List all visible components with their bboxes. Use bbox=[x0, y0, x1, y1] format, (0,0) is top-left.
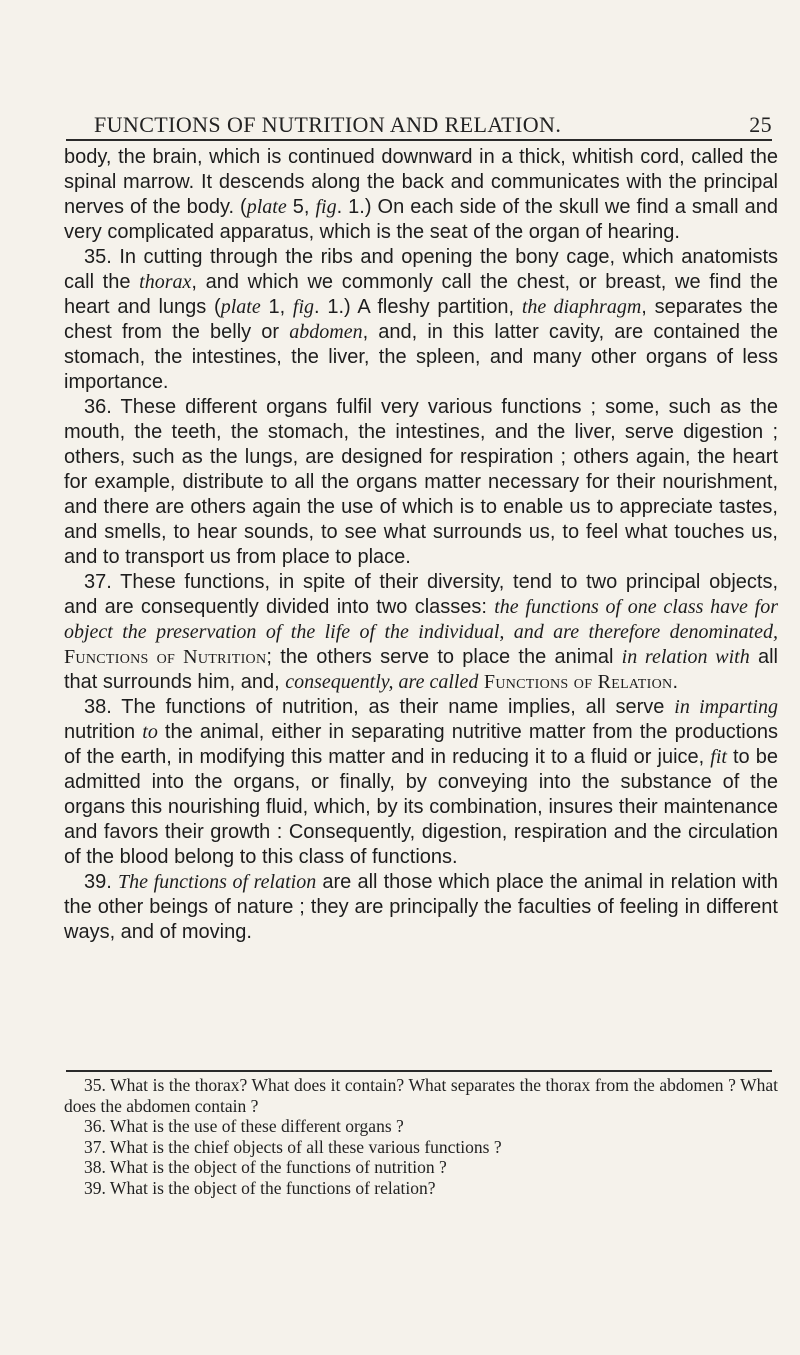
italic-run: plate bbox=[246, 196, 287, 218]
page-number: 25 bbox=[749, 112, 772, 137]
main-text bbox=[64, 145, 778, 945]
question-35: 35. What is the thorax? What does it contain? What separates the thorax from the abdomen ? What does the abdomen contain ? bbox=[64, 1075, 778, 1116]
text-run: . bbox=[672, 671, 678, 693]
header-rule bbox=[66, 139, 772, 141]
text-run: ; the others serve to place the animal bbox=[266, 646, 622, 668]
italic-run: The functions of relation bbox=[117, 871, 317, 893]
italic-run: abdomen bbox=[289, 321, 363, 343]
footnote-rule bbox=[66, 1070, 772, 1072]
text-run: , and which we commonly call the chest, or breast, we find the heart and lungs ( bbox=[64, 271, 778, 318]
text-run: nutrition bbox=[64, 721, 143, 743]
small-caps-run: Functions of Relation bbox=[483, 671, 673, 693]
question-38: 38. What is the object of the functions of nutrition ? bbox=[84, 1157, 447, 1177]
italic-run: plate bbox=[220, 296, 261, 318]
paragraph-39 bbox=[64, 870, 778, 945]
text-run: . 1.) A fleshy partition, bbox=[314, 296, 522, 318]
italic-run: thorax bbox=[139, 271, 192, 293]
paragraph-35 bbox=[64, 245, 778, 395]
text-run: are all those which place the animal in relation with the other beings of nature ; they are principally the faculties of feeling in different ways, and of moving. bbox=[64, 871, 778, 943]
italic-run: fit bbox=[710, 746, 727, 768]
paragraph-number: 38. bbox=[84, 696, 112, 718]
italic-run: consequently, are called bbox=[285, 671, 479, 693]
text-run: 1, bbox=[260, 296, 293, 318]
question-39: 39. What is the object of the functions of relation? bbox=[84, 1177, 436, 1198]
running-header bbox=[66, 112, 772, 138]
paragraph-number: 35. bbox=[84, 246, 112, 268]
paragraph-number: 37. bbox=[84, 571, 112, 593]
text-run: These functions, in spite of their diversity, tend to two principal objects, and are consequently divided into two classes: bbox=[64, 571, 778, 618]
text-run: 5, bbox=[286, 196, 316, 218]
italic-run: to bbox=[142, 721, 158, 743]
italic-run: the functions of one class have for object the preservation of the life of the individual, and are therefore denominated, bbox=[64, 596, 779, 643]
text-run: In cutting through the ribs and opening the bony cage, which anatomists call the bbox=[64, 246, 778, 293]
small-caps-run: Functions of Nutrition bbox=[64, 646, 267, 668]
question-37: 37. What is the chief objects of all these various functions ? bbox=[84, 1136, 502, 1157]
review-questions bbox=[64, 1075, 778, 1198]
text-run: The functions of nutrition, as their name implies, all serve bbox=[111, 696, 675, 718]
italic-run: fig bbox=[292, 296, 315, 318]
italic-run: fig bbox=[315, 196, 337, 218]
text-run: body, the brain, which is continued downward in a thick, whitish cord, called the spinal marrow. It descends along the back and communicates with the principal nerves of the body. ( bbox=[64, 146, 778, 218]
running-title: FUNCTIONS OF NUTRITION AND RELATION. bbox=[94, 112, 562, 137]
text-run: the animal, either in separating nutritive matter from the productions of the earth, in modifying this matter and in reducing it to a fluid or juice, bbox=[64, 721, 779, 768]
paragraph-number: 36. bbox=[84, 396, 112, 418]
paragraph-number: 39. bbox=[84, 871, 112, 893]
paragraph-36 bbox=[64, 395, 778, 570]
text-run: These different organs fulfil very various functions ; some, such as the mouth, the teeth, the stomach, the intestines, and the liver, serve digestion ; others, such as the lungs, are designed for respiration ; others again, the heart for example, distribute to all the organs matter necessary for their nourishment, and there are others again the use of which is to enable us to appreciate tastes, and smells, to hear sounds, to see what surrounds us, to feel what touches us, and to transport us from place to place. bbox=[64, 396, 778, 568]
italic-run: in relation with bbox=[621, 646, 750, 668]
text-run: , and, in this latter cavity, are contained the stomach, the intestines, the liver, the spleen, and many other organs of less importance. bbox=[64, 321, 779, 393]
paragraph-37 bbox=[64, 570, 778, 695]
text-run: , separates the chest from the belly or bbox=[64, 296, 778, 343]
text-run: all that surrounds him, and, bbox=[64, 646, 778, 693]
italic-run: the diaphragm bbox=[521, 296, 642, 318]
text-run: to be admitted into the organs, or finally, by conveying into the substance of the organs this nourishing fluid, which, by its combination, insures their maintenance and favors their growth : Consequently, digestion, respiration and the circulation of the blood belong to this class of functions. bbox=[64, 746, 778, 868]
italic-run: in imparting bbox=[674, 696, 778, 718]
paragraph-38 bbox=[64, 695, 778, 870]
text-run: . 1.) On each side of the skull we find a small and very complicated apparatus, which is the seat of the organ of hearing. bbox=[64, 196, 778, 243]
paragraph-continued bbox=[64, 145, 778, 245]
question-36: 36. What is the use of these different organs ? bbox=[84, 1116, 404, 1136]
